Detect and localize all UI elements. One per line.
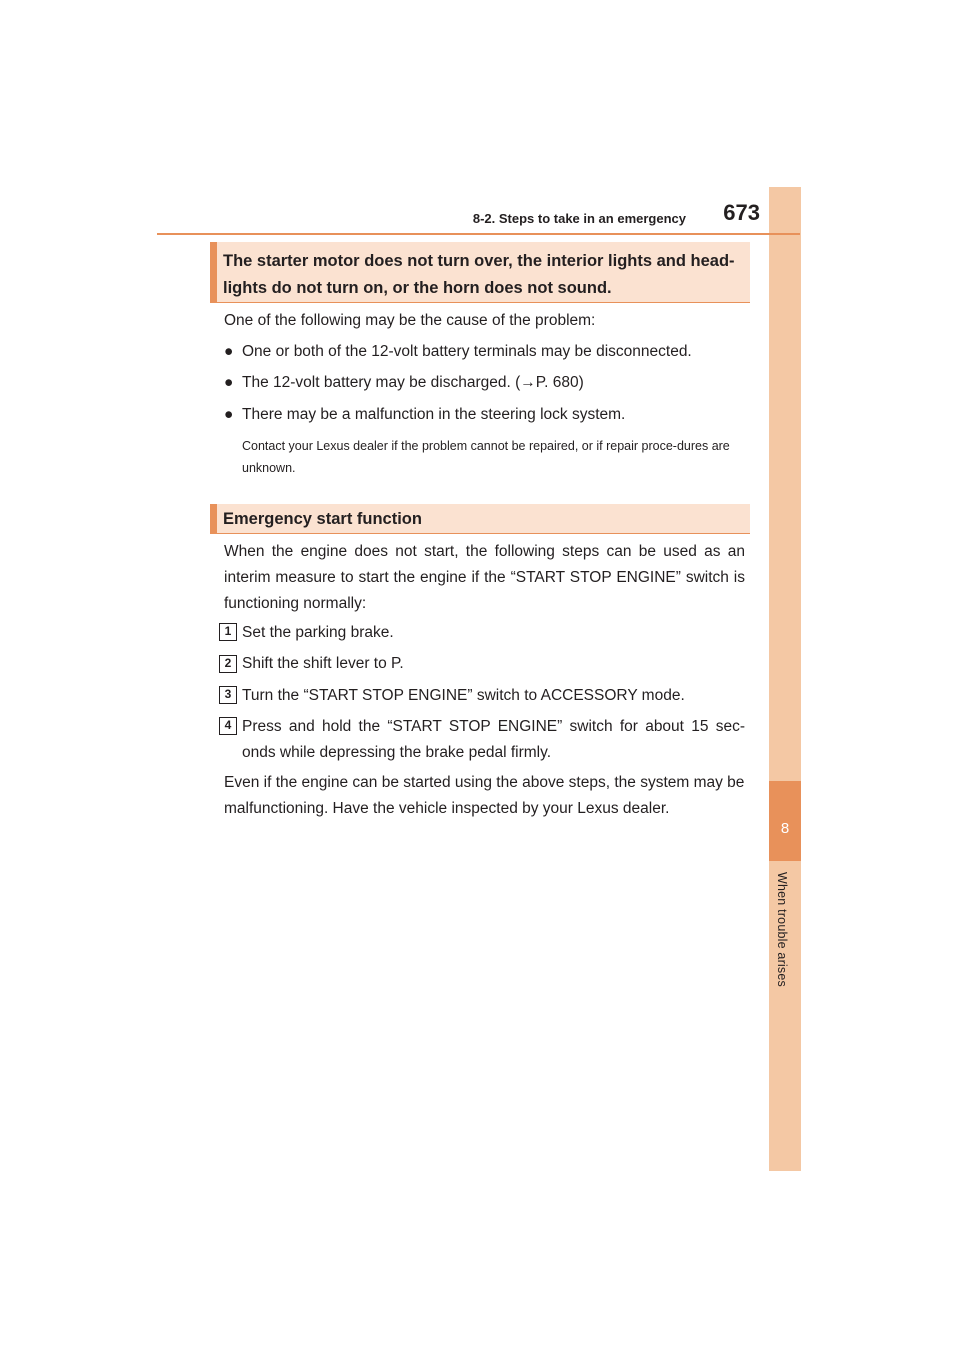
- step-number-badge: 3: [219, 686, 237, 704]
- chapter-side-tab: [769, 187, 801, 1171]
- step-text: Set the parking brake.: [242, 624, 394, 641]
- section-heading-starter-motor: [210, 242, 750, 303]
- running-header-section: 8-2. Steps to take in an emergency: [472, 211, 686, 226]
- list-item: [224, 370, 744, 396]
- step-number-badge: 4: [219, 717, 237, 735]
- bullet-icon: ●: [224, 374, 234, 391]
- closing-paragraph: Even if the engine can be started using the above steps, the system may be malfunctioning. Have the vehicle inspected by your Lexus dealer.: [224, 774, 745, 817]
- heading-line-1: The starter motor does not turn over, the interior lights and head-: [223, 252, 735, 270]
- step-text: Press and hold the “START STOP ENGINE” switch for about 15 sec-onds while depressing the brake pedal firmly.: [242, 718, 745, 761]
- step-number-badge: 2: [219, 655, 237, 673]
- bullet-icon: ●: [224, 406, 234, 423]
- bullet-icon: ●: [224, 343, 234, 360]
- step-text: Turn the “START STOP ENGINE” switch to ACCESSORY mode.: [242, 687, 685, 704]
- heading-text: Emergency start function: [223, 510, 422, 528]
- bullet-text: One or both of the 12-volt battery terminals may be disconnected.: [242, 343, 692, 360]
- dealer-note: Contact your Lexus dealer if the problem cannot be repaired, or if repair proce-dures are unknown.: [242, 439, 730, 475]
- section-intro: One of the following may be the cause of the problem:: [224, 312, 596, 329]
- section-intro: When the engine does not start, the following steps can be used as an interim measure to start the engine if the “START STOP ENGINE” switch is functioning normally:: [224, 543, 745, 612]
- header-divider: [157, 233, 800, 235]
- bullet-text: The 12-volt battery may be discharged. (→P. 680): [242, 374, 584, 391]
- step-text: Shift the shift lever to P.: [242, 655, 404, 672]
- chapter-title: When trouble arises: [775, 872, 789, 987]
- bullet-text: There may be a malfunction in the steering lock system.: [242, 406, 626, 423]
- page-number: 673: [723, 200, 760, 225]
- section-heading-emergency-start: [210, 504, 750, 534]
- list-item: [224, 402, 744, 428]
- chapter-number: 8: [780, 820, 790, 837]
- heading-line-2: lights do not turn on, or the horn does not sound.: [223, 279, 612, 297]
- list-item: [224, 339, 744, 365]
- step-number-badge: 1: [219, 623, 237, 641]
